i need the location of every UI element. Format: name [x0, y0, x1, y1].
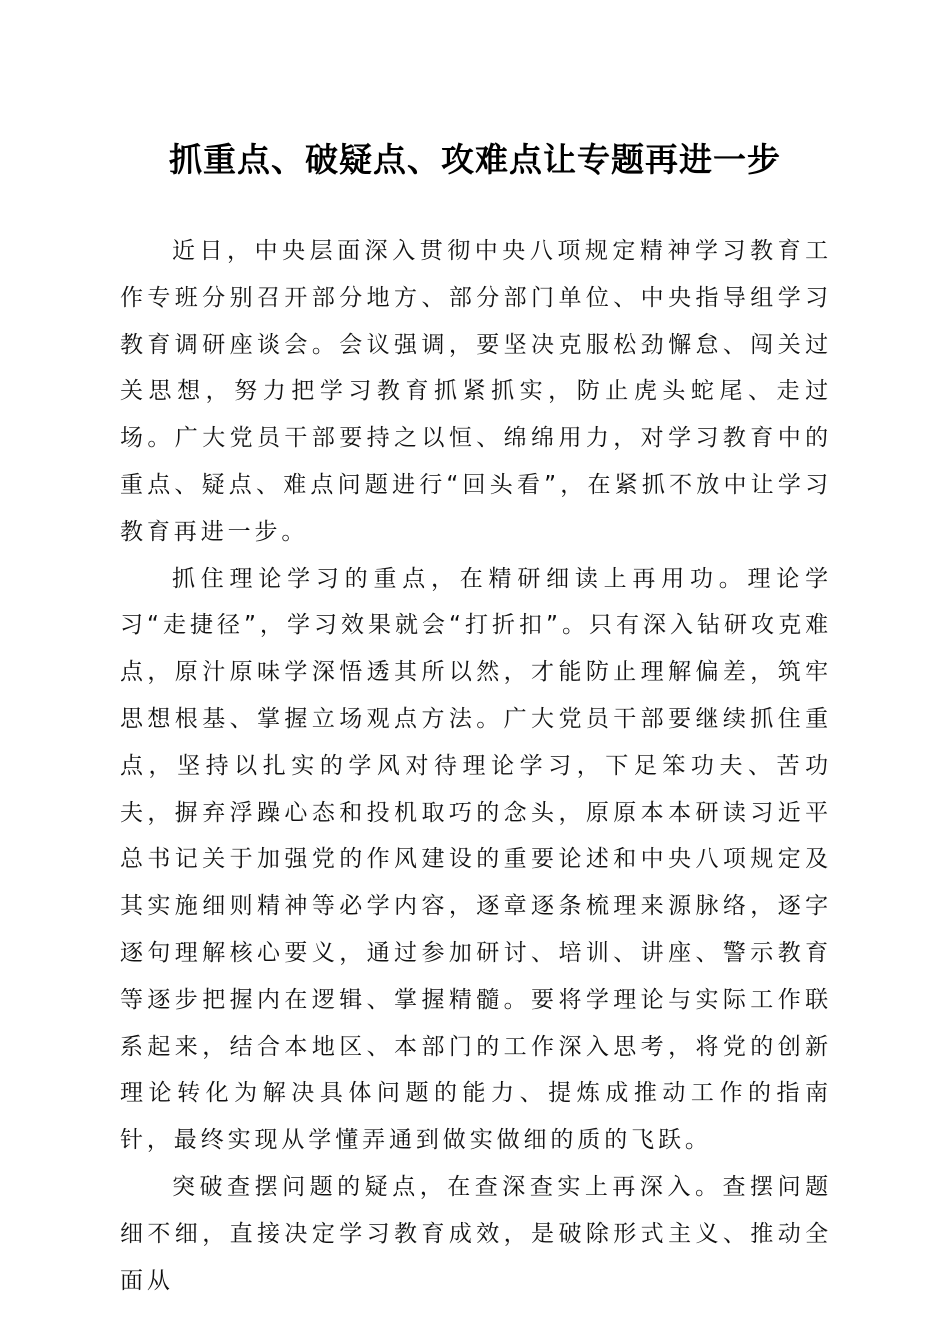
document-body [120, 228, 832, 1304]
paragraph: 突破查摆问题的疑点，在查深查实上再深入。查摆问题细不细，直接决定学习教育成效，是破除形式主义、推动全面从 [120, 1173, 832, 1294]
paragraph: 近日，中央层面深入贯彻中央八项规定精神学习教育工作专班分别召开部分地方、部分部门单位、中央指导组学习教育调研座谈会。会议强调，要坚决克服松劲懈怠、闯关过关思想，努力把学习教育抓紧抓实，防止虎头蛇尾、走过场。广大党员干部要持之以恒、绵绵用力，对学习教育中的重点、疑点、难点问题进行“回头看”，在紧抓不放中让学习教育再进一步。 [120, 238, 832, 545]
document-title: 抓重点、破疑点、攻难点让专题再进一步 [169, 140, 781, 179]
paragraph: 抓住理论学习的重点，在精研细读上再用功。理论学习“走捷径”，学习效果就会“打折扣”。只有深入钻研攻克难点，原汁原味学深悟透其所以然，才能防止理解偏差，筑牢思想根基、掌握立场观点方法。广大党员干部要继续抓住重点，坚持以扎实的学风对待理论学习，下足笨功夫、苦功夫，摒弃浮躁心态和投机取巧的念头，原原本本研读习近平总书记关于加强党的作风建设的重要论述和中央八项规定及其实施细则精神等必学内容，逐章逐条梳理来源脉络，逐字逐句理解核心要义，通过参加研讨、培训、讲座、警示教育等逐步把握内在逻辑、掌握精髓。要将学理论与实际工作联系起来，结合本地区、本部门的工作深入思考，将党的创新理论转化为解决具体问题的能力、提炼成推动工作的指南针，最终实现从学懂弄通到做实做细的质的飞跃。 [120, 565, 832, 1154]
